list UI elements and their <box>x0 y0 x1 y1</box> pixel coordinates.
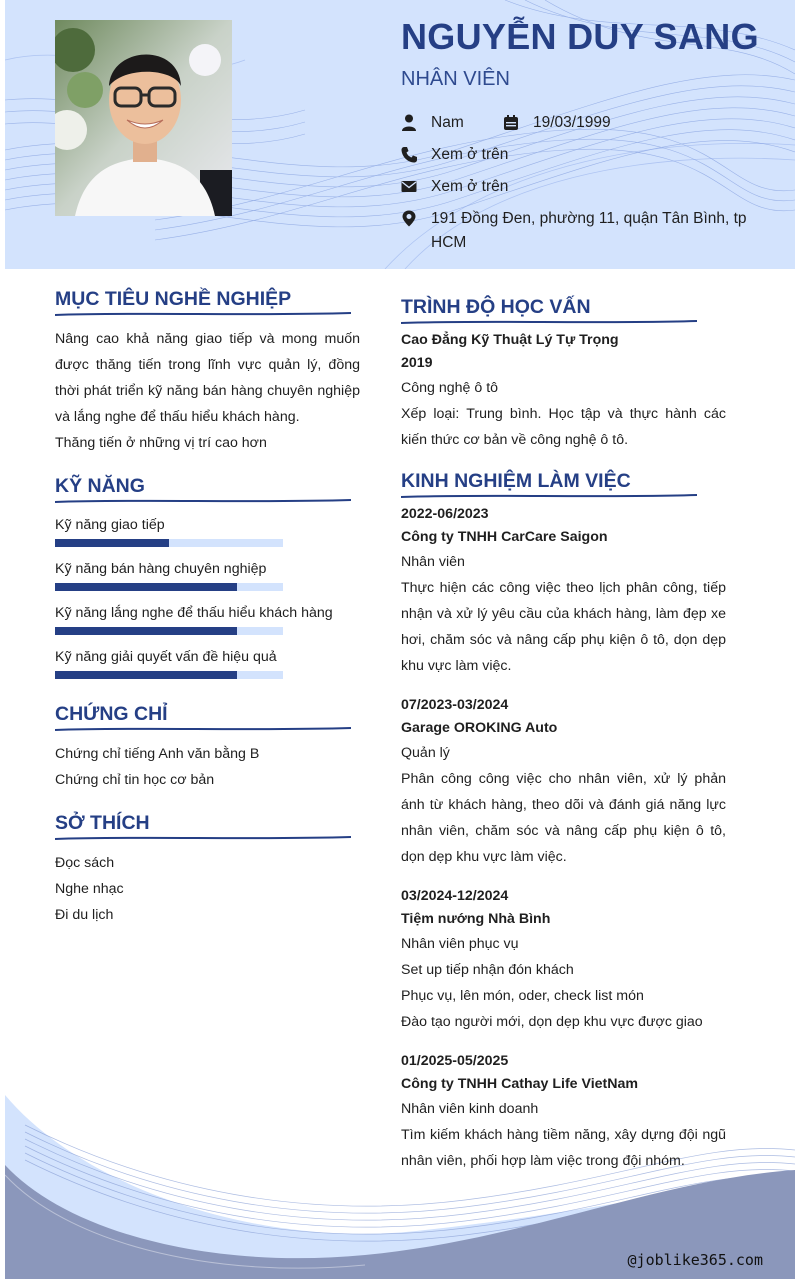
skill-bar-fill <box>55 627 237 635</box>
skill-bar <box>55 539 283 547</box>
education-title: TRÌNH ĐỘ HỌC VẤN <box>401 296 591 318</box>
job-period: 07/2023-03/2024 <box>401 697 509 713</box>
job-company: Garage OROKING Auto <box>401 720 558 736</box>
footer-wave <box>5 1080 795 1279</box>
certificate-item: Chứng chỉ tiếng Anh văn bằng B <box>55 746 260 762</box>
candidate-name: NGUYỄN DUY SANG <box>401 16 759 57</box>
skill-bar-fill <box>55 539 169 547</box>
certificates-title-underline <box>55 726 351 732</box>
hobbies-title: SỞ THÍCH <box>55 812 150 834</box>
objective-extra: Thăng tiến ở những vị trí cao hơn <box>55 435 267 451</box>
skill-label: Kỹ năng bán hàng chuyên nghiệp <box>55 561 267 577</box>
birthdate-value: 19/03/1999 <box>533 114 611 131</box>
objective-title: MỤC TIÊU NGHỀ NGHIỆP <box>55 288 292 310</box>
job-period: 2022-06/2023 <box>401 506 489 522</box>
education-year: 2019 <box>401 355 433 371</box>
skill-bar <box>55 583 283 591</box>
job-line: Phục vụ, lên món, oder, check list món <box>401 988 644 1004</box>
cv-header <box>5 0 795 269</box>
cv-page <box>5 0 795 1279</box>
job-period: 01/2025-05/2025 <box>401 1053 509 1069</box>
job-line: Đào tạo người mới, dọn dẹp khu vực được giao <box>401 1014 703 1030</box>
calendar-icon <box>503 114 519 131</box>
map-pin-icon <box>401 210 417 227</box>
experience-title: KINH NGHIỆM LÀM VIỆC <box>401 470 631 492</box>
profile-photo <box>55 20 232 216</box>
job-position: Nhân viên phục vụ <box>401 936 519 952</box>
info-address <box>401 207 771 257</box>
skill-bar <box>55 671 283 679</box>
objective-paragraph: Nâng cao khả năng giao tiếp và mong muốn được thăng tiến trong lĩnh vực quản lý, đồng thời phát triển kỹ năng bán hàng chuyên nghiệp và lắng nghe để thấu hiểu khách hàng. <box>55 331 360 425</box>
phone-icon <box>401 146 417 163</box>
certificates-title: CHỨNG CHỈ <box>55 703 168 725</box>
job-description: Phân công công việc cho nhân viên, xử lý phản ánh từ khách hàng, theo dõi và đánh giá năng lực nhân viên, chăm sóc và nâng cấp phụ kiện ô tô, dọn dẹp khu vực làm việc. <box>401 771 726 865</box>
objective-title-underline <box>55 311 351 317</box>
info-phone <box>401 143 701 167</box>
skill-bar <box>55 627 283 635</box>
job-company: Tiệm nướng Nhà Bình <box>401 911 551 927</box>
address-value: 191 Đồng Đen, phường 11, quận Tân Bình, tp HCM <box>431 210 747 251</box>
job-period: 03/2024-12/2024 <box>401 888 509 904</box>
skill-bar-fill <box>55 671 237 679</box>
job-line: Set up tiếp nhận đón khách <box>401 962 574 978</box>
skill-label: Kỹ năng lắng nghe để thấu hiểu khách hàng <box>55 605 333 621</box>
job-company: Công ty TNHH CarCare Saigon <box>401 529 608 545</box>
education-description: Xếp loại: Trung bình. Học tập và thực hành các kiến thức cơ bản về công nghệ ô tô. <box>401 406 726 448</box>
skill-label: Kỹ năng giao tiếp <box>55 517 165 533</box>
watermark: @joblike365.com <box>627 1251 763 1269</box>
envelope-icon <box>401 178 417 195</box>
hobby-item: Nghe nhạc <box>55 881 124 897</box>
experience-title-underline <box>401 493 697 499</box>
user-icon <box>401 114 417 131</box>
hobby-item: Đọc sách <box>55 855 115 871</box>
education-school: Cao Đẳng Kỹ Thuật Lý Tự Trọng <box>401 332 619 348</box>
footer-decoration <box>5 1080 795 1279</box>
skills-title-underline <box>55 498 351 504</box>
skill-bar-fill <box>55 583 237 591</box>
info-email <box>401 175 701 199</box>
info-birthdate <box>503 111 663 135</box>
phone-value: Xem ở trên <box>431 146 509 163</box>
job-position: Nhân viên kinh doanh <box>401 1101 539 1117</box>
job-company: Công ty TNHH Cathay Life VietNam <box>401 1076 639 1092</box>
candidate-role: NHÂN VIÊN <box>401 68 510 90</box>
job-position: Quản lý <box>401 745 450 761</box>
hobbies-title-underline <box>55 835 351 841</box>
hobby-item: Đi du lịch <box>55 907 114 923</box>
job-description: Thực hiện các công việc theo lịch phân công, tiếp nhận và xử lý yêu cầu của khách hàng, làm đẹp xe hơi, chăm sóc và nâng cấp phụ kiện ô tô, dọn dẹp khu vực làm việc. <box>401 580 726 674</box>
certificate-item: Chứng chỉ tin học cơ bản <box>55 772 215 788</box>
education-major: Công nghệ ô tô <box>401 380 499 396</box>
education-title-underline <box>401 319 697 325</box>
gender-value: Nam <box>431 114 464 131</box>
email-value: Xem ở trên <box>431 178 509 195</box>
job-position: Nhân viên <box>401 554 465 570</box>
job-description: Tìm kiếm khách hàng tiềm năng, xây dựng đội ngũ nhân viên, phối hợp làm việc trong đội nhóm. <box>401 1127 726 1169</box>
skills-title: KỸ NĂNG <box>55 475 145 497</box>
skill-label: Kỹ năng giải quyết vấn đề hiệu quả <box>55 649 277 665</box>
